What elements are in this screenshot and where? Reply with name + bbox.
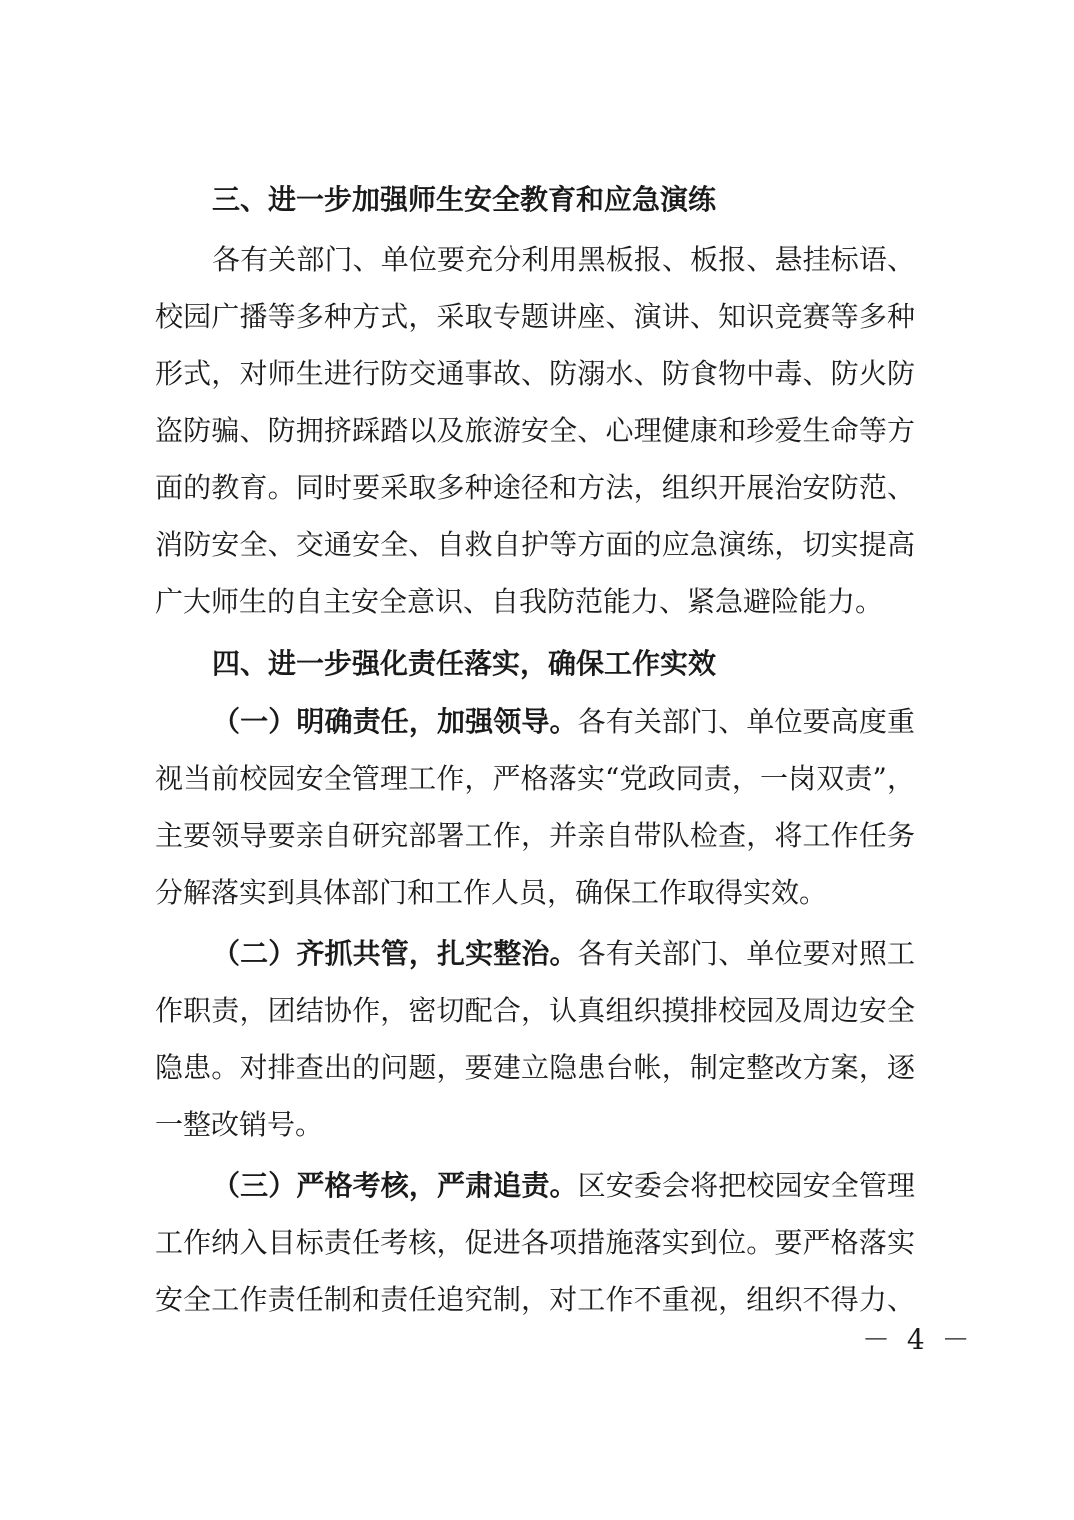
paragraph-line: 广大师生的自主安全意识、自我防范能力、紧急避险能力。 — [155, 585, 884, 618]
paragraph-line: 作职责，团结协作，密切配合，认真组织摸排校园及周边安全 — [155, 994, 915, 1027]
section-heading: 四、进一步强化责任落实，确保工作实效 — [212, 647, 717, 680]
subsection-title: （一）明确责任，加强领导。 — [212, 705, 578, 738]
paragraph-line: 一整改销号。 — [155, 1108, 324, 1141]
subsection-first-line — [212, 1166, 915, 1206]
subsection-first-line — [212, 934, 915, 974]
section-heading: 三、进一步加强师生安全教育和应急演练 — [212, 183, 717, 216]
subsection-text: 各有关部门、单位要对照工 — [577, 937, 915, 970]
subsection-first-line — [212, 702, 915, 742]
paragraph-line: 各有关部门、单位要充分利用黑板报、板报、悬挂标语、 — [212, 243, 915, 276]
page-number: － 4 － — [862, 1323, 974, 1356]
subsection-text: 各有关部门、单位要高度重 — [577, 705, 915, 738]
paragraph-line: 消防安全、交通安全、自救自护等方面的应急演练，切实提高 — [155, 528, 915, 561]
subsection-title: （三）严格考核，严肃追责。 — [212, 1169, 578, 1202]
paragraph-line: 面的教育。同时要采取多种途径和方法，组织开展治安防范、 — [155, 471, 915, 504]
paragraph-line: 隐患。对排查出的问题，要建立隐患台帐，制定整改方案，逐 — [155, 1051, 915, 1084]
paragraph-line: 盗防骗、防拥挤踩踏以及旅游安全、心理健康和珍爱生命等方 — [155, 414, 915, 447]
paragraph-line: 视当前校园安全管理工作，严格落实“党政同责，一岗双责”， — [155, 762, 915, 795]
subsection-text: 区安委会将把校园安全管理 — [577, 1169, 915, 1202]
paragraph-line: 形式，对师生进行防交通事故、防溺水、防食物中毒、防火防 — [155, 357, 915, 390]
paragraph-line: 工作纳入目标责任考核，促进各项措施落实到位。要严格落实 — [155, 1226, 915, 1259]
paragraph-line: 安全工作责任制和责任追究制，对工作不重视，组织不得力、 — [155, 1283, 915, 1316]
subsection-title: （二）齐抓共管，扎实整治。 — [212, 937, 578, 970]
paragraph-line: 主要领导要亲自研究部署工作，并亲自带队检查，将工作任务 — [155, 819, 915, 852]
paragraph-line: 分解落实到具体部门和工作人员，确保工作取得实效。 — [155, 876, 828, 909]
paragraph-line: 校园广播等多种方式，采取专题讲座、演讲、知识竞赛等多种 — [155, 300, 915, 333]
